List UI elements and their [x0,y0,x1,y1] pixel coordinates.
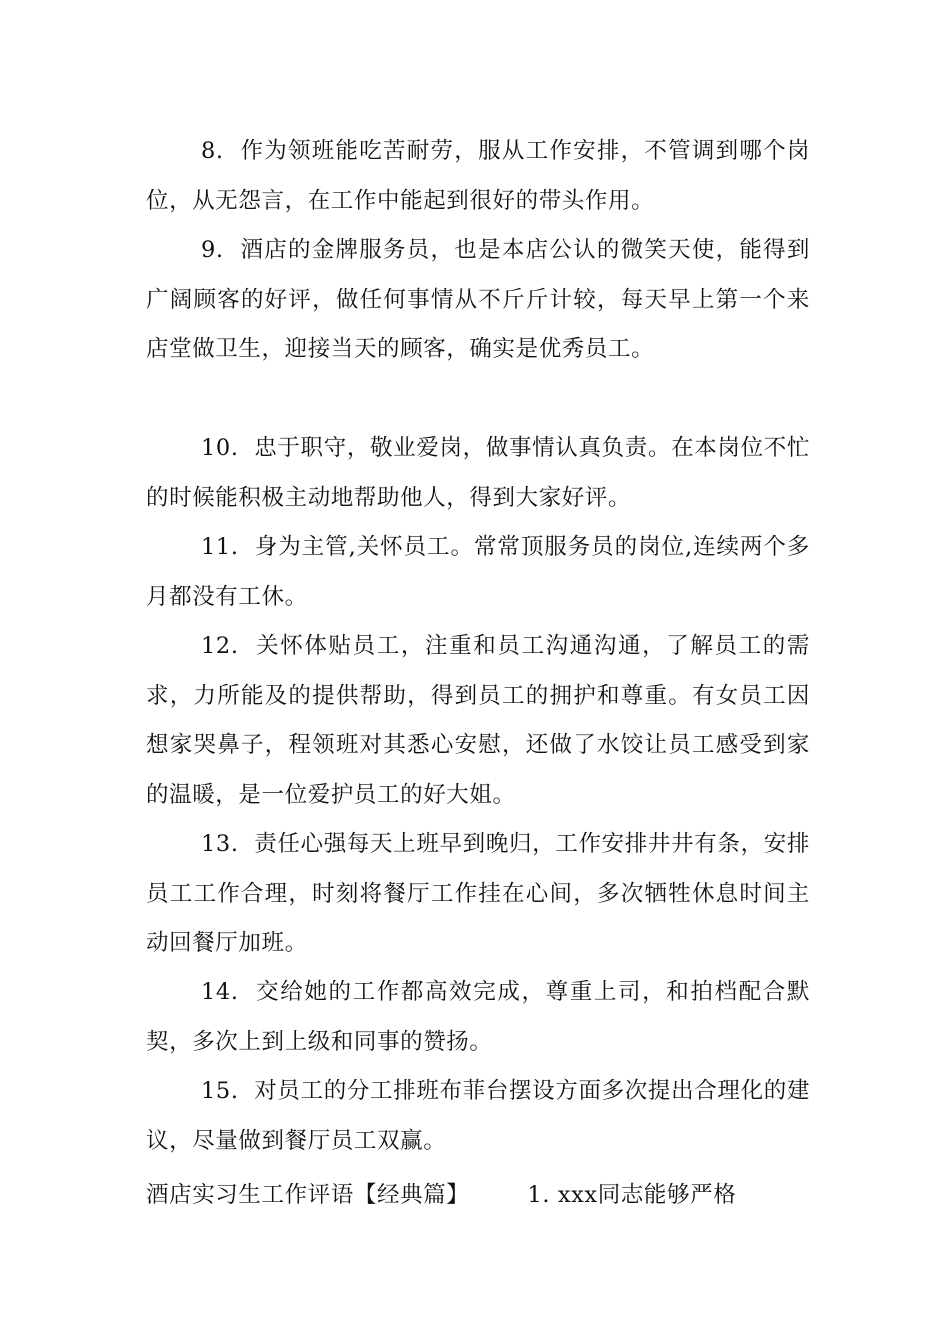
paragraph-10 [146,424,810,523]
paragraph-text: 作为领班能吃苦耐劳，服从工作安排，不管调到哪个岗位，从无怨言，在工作中能起到很好的带头作用。 [146,138,810,214]
paragraph-number: 9. [201,237,224,263]
paragraph-text: 身为主管,关怀员工。常常顶服务员的岗位,连续两个多月都没有工休。 [146,534,810,610]
next-item-number: 1. [527,1182,551,1208]
paragraph-number: 10. [201,435,239,461]
paragraph-number: 15. [201,1078,239,1104]
section-heading: 酒店实习生工作评语【经典篇】 [146,1182,470,1208]
paragraph-text: 责任心强每天上班早到晚归，工作安排井井有条，安排员工工作合理，时刻将餐厅工作挂在心间，多次牺牲休息时间主动回餐厅加班。 [146,831,810,956]
paragraph-text: 忠于职守，敬业爱岗，做事情认真负责。在本岗位不忙的时候能积极主动地帮助他人，得到大家好评。 [146,435,810,511]
paragraph-14 [146,968,810,1067]
paragraph-12 [146,622,810,820]
paragraph-9 [146,226,810,375]
paragraph-number: 8. [201,138,224,164]
paragraph-number: 12. [201,633,239,659]
paragraph-number: 13. [201,831,239,857]
paragraph-text: 对员工的分工排班布菲台摆设方面多次提出合理化的建议，尽量做到餐厅员工双赢。 [146,1078,810,1154]
paragraph-number: 11. [201,534,239,560]
paragraph-text: 酒店的金牌服务员，也是本店公认的微笑天使，能得到广阔顾客的好评，做任何事情从不斤斤计较，每天早上第一个来店堂做卫生，迎接当天的顾客，确实是优秀员工。 [146,237,810,362]
paragraph-text: 关怀体贴员工，注重和员工沟通沟通，了解员工的需求，力所能及的提供帮助，得到员工的拥护和尊重。有女员工因想家哭鼻子，程领班对其悉心安慰，还做了水饺让员工感受到家的温暖，是一位爱护员工的好大姐。 [146,633,810,808]
paragraph-13 [146,820,810,969]
next-item-text: xxx同志能够严格 [557,1182,737,1208]
paragraph-15 [146,1067,810,1166]
section-heading-line [146,1171,810,1221]
paragraph-number: 14. [201,979,239,1005]
paragraph-text: 交给她的工作都高效完成，尊重上司，和拍档配合默契，多次上到上级和同事的赞扬。 [146,979,810,1055]
paragraph-8 [146,127,810,226]
paragraph-11 [146,523,810,622]
